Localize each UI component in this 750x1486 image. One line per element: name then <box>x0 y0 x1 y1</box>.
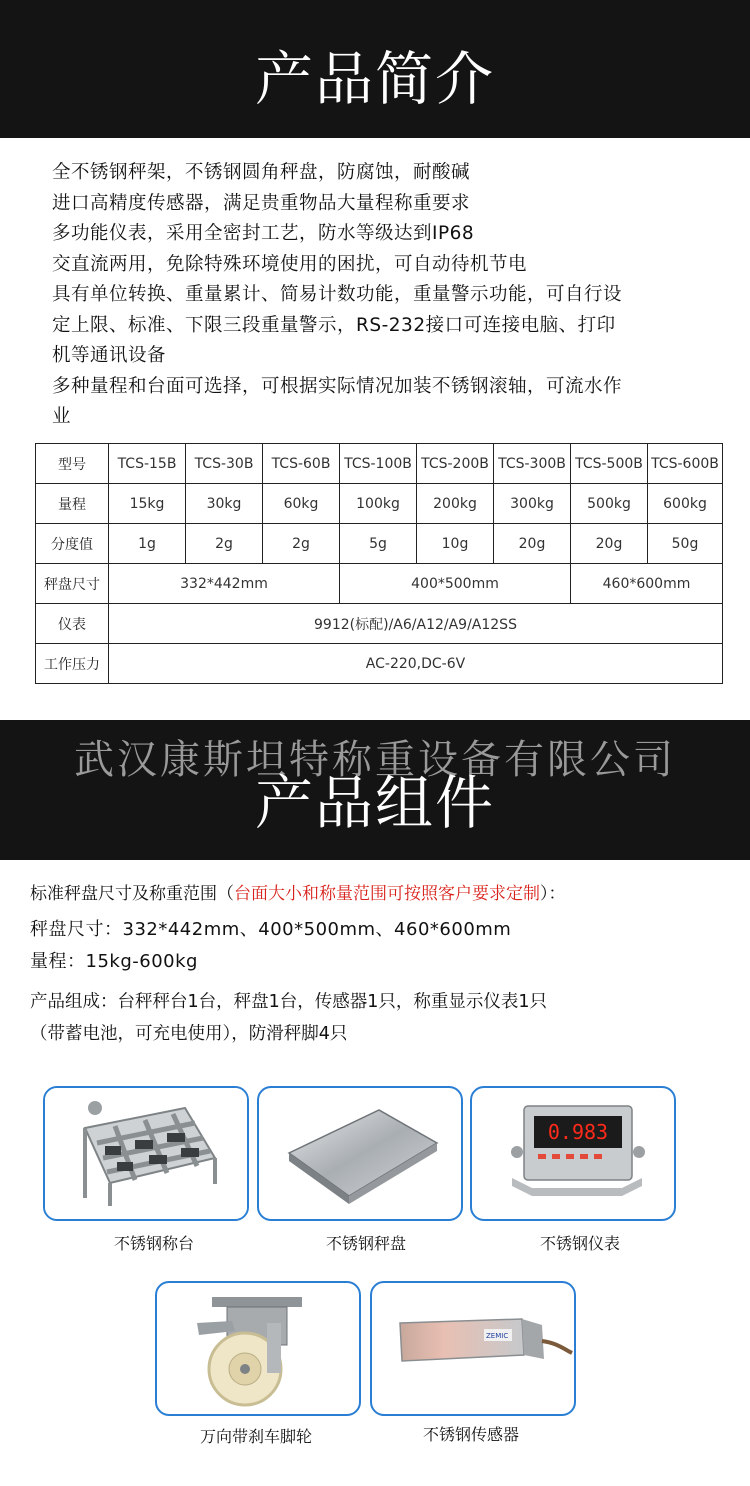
table-cell: 300kg <box>494 484 571 524</box>
table-cell: TCS-60B <box>263 444 340 484</box>
intro-line: 交直流两用，免除特殊环境使用的困扰，可自动待机节电 <box>52 253 528 275</box>
table-cell: 200kg <box>417 484 494 524</box>
company-watermark: 武汉康斯坦特称重设备有限公司 <box>74 737 676 783</box>
table-cell: 2g <box>186 524 263 564</box>
intro-line: 机等通讯设备 <box>52 345 167 366</box>
table-cell: TCS-600B <box>648 444 723 484</box>
tail-text: ）： <box>540 884 566 904</box>
steel-pan-icon <box>259 1088 461 1219</box>
standard-info <box>30 880 730 1050</box>
component-card-platform <box>43 1086 249 1221</box>
table-cell: 400*500mm <box>340 564 571 604</box>
platform-frame-icon <box>45 1088 247 1219</box>
indicator-display: 0.983 <box>547 1120 609 1144</box>
table-cell: 30kg <box>186 484 263 524</box>
table-cell: 600kg <box>648 484 723 524</box>
caster-wheel-icon <box>157 1283 359 1414</box>
lead-text: 标准秤盘尺寸及称重范围（ <box>30 884 234 904</box>
component-caption: 不锈钢传感器 <box>422 1425 519 1444</box>
pan-sizes: 秤盘尺寸：332*442mm、400*500mm、460*600mm <box>30 919 512 940</box>
component-caption: 不锈钢秤盘 <box>325 1234 406 1253</box>
table-cell: 20g <box>494 524 571 564</box>
intro-line: 定上限、标准、下限三段重量警示，RS-232接口可连接电脑、打印 <box>52 314 616 336</box>
intro-line: 业 <box>52 406 72 427</box>
product-intro <box>52 158 712 433</box>
table-cell: TCS-30B <box>186 444 263 484</box>
weighing-indicator-icon <box>472 1088 674 1219</box>
composition-line: 产品组成：台秤秤台1台，秤盘1台，传感器1只，称重显示仪表1只 <box>30 992 548 1012</box>
row-header: 量程 <box>36 484 109 524</box>
row-header: 仪表 <box>36 604 109 644</box>
intro-line: 多种量程和台面可选择，可根据实际情况加装不锈钢滚轴，可流水作 <box>52 375 623 397</box>
table-cell: 460*600mm <box>571 564 723 604</box>
component-card-pan <box>257 1086 463 1221</box>
component-caption: 不锈钢仪表 <box>539 1234 620 1253</box>
intro-line: 全不锈钢秤架，不锈钢圆角秤盘，防腐蚀，耐酸碱 <box>52 162 471 183</box>
table-cell: TCS-500B <box>571 444 648 484</box>
table-row-model <box>36 444 723 484</box>
row-header: 型号 <box>36 444 109 484</box>
weighing-range: 量程：15kg-600kg <box>30 951 198 972</box>
table-cell: TCS-300B <box>494 444 571 484</box>
table-cell: 50g <box>648 524 723 564</box>
intro-line: 多功能仪表，采用全密封工艺，防水等级达到IP68 <box>52 223 475 244</box>
table-row-division <box>36 524 723 564</box>
intro-line: 进口高精度传感器，满足贵重物品大量程称重要求 <box>52 192 471 214</box>
table-cell: 500kg <box>571 484 648 524</box>
table-cell: AC-220,DC-6V <box>109 644 723 684</box>
row-header: 分度值 <box>36 524 109 564</box>
section-banner-intro <box>0 0 750 138</box>
row-header: 秤盘尺寸 <box>36 564 109 604</box>
composition-line: （带蓄电池，可充电使用），防滑秤脚4只 <box>30 1024 348 1044</box>
table-cell: 1g <box>109 524 186 564</box>
standard-lead <box>30 880 730 908</box>
sensor-brand-label: ZEMIC <box>486 1332 509 1340</box>
component-card-indicator <box>470 1086 676 1221</box>
table-row-pan-size <box>36 564 723 604</box>
table-row-range <box>36 484 723 524</box>
section-title: 产品组件 <box>254 769 495 837</box>
component-card-caster <box>155 1281 361 1416</box>
table-cell: 15kg <box>109 484 186 524</box>
row-header: 工作压力 <box>36 644 109 684</box>
spec-table <box>35 443 723 684</box>
load-cell-sensor-icon <box>372 1283 574 1414</box>
table-cell: TCS-15B <box>109 444 186 484</box>
table-row-voltage <box>36 644 723 684</box>
table-cell: 60kg <box>263 484 340 524</box>
table-row-meter <box>36 604 723 644</box>
table-cell: 10g <box>417 524 494 564</box>
table-cell: 100kg <box>340 484 417 524</box>
intro-line: 具有单位转换、重量累计、简易计数功能，重量警示功能，可自行设 <box>52 284 623 305</box>
custom-note: 台面大小和称量范围可按照客户要求定制 <box>234 884 540 904</box>
section-title: 产品简介 <box>254 45 495 113</box>
table-cell: 5g <box>340 524 417 564</box>
table-cell: 2g <box>263 524 340 564</box>
table-cell: 9912(标配)/A6/A12/A9/A12SS <box>109 604 723 644</box>
section-banner-components <box>0 720 750 860</box>
table-cell: 20g <box>571 524 648 564</box>
table-cell: TCS-100B <box>340 444 417 484</box>
component-card-sensor <box>370 1281 576 1416</box>
component-caption: 万向带刹车脚轮 <box>199 1427 312 1446</box>
table-cell: 332*442mm <box>109 564 340 604</box>
component-caption: 不锈钢称台 <box>113 1234 194 1253</box>
table-cell: TCS-200B <box>417 444 494 484</box>
